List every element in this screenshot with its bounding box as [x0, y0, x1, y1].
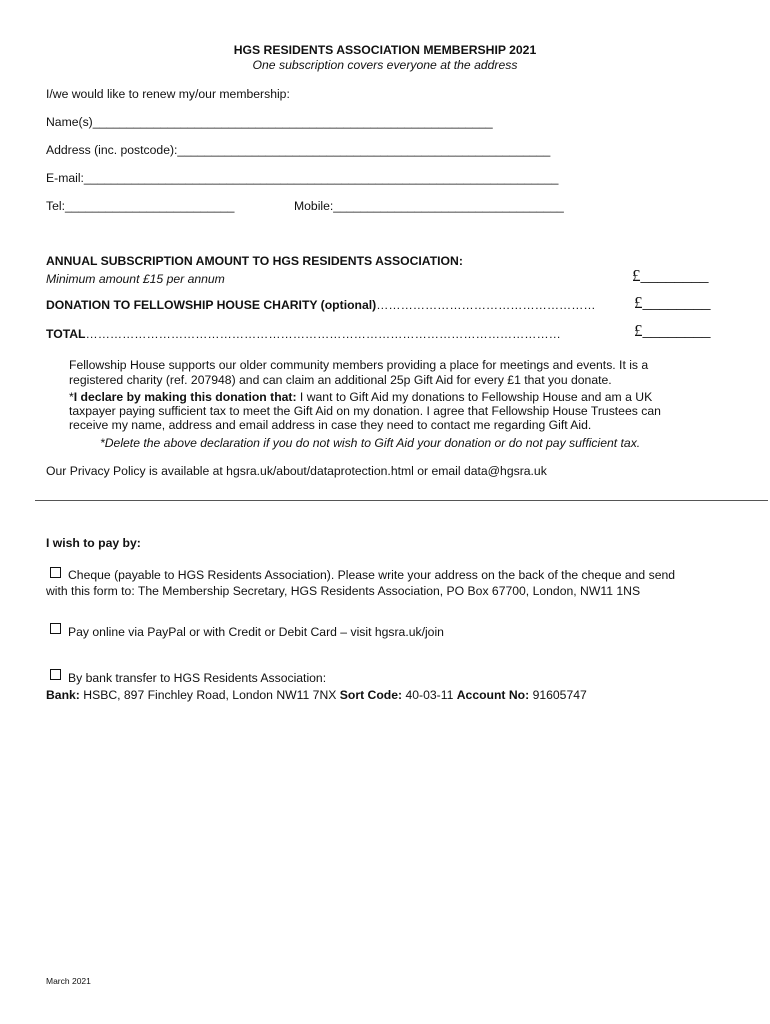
account-number-value: 91605747: [529, 688, 587, 702]
email-line: ______________________________________________________________________: [83, 171, 559, 185]
annual-amount-field[interactable]: £________: [632, 266, 709, 285]
giftaid-info-line-1: Fellowship House supports our older community members providing a place for meetings and events. It is a: [69, 358, 649, 372]
bank-transfer-checkbox[interactable]: [50, 669, 61, 680]
section-divider: [35, 500, 768, 501]
total-label: TOTAL: [46, 327, 86, 341]
paypal-checkbox[interactable]: [50, 623, 61, 634]
mobile-line: __________________________________: [333, 199, 564, 213]
giftaid-declaration-line-2: taxpayer paying sufficient tax to meet the Gift Aid on my donation. I agree that Fellowship House Trustees can: [69, 404, 661, 418]
declaration-bold-text: I declare by making this donation that:: [73, 390, 297, 404]
mobile-label: Mobile:: [294, 199, 334, 213]
bank-details-line: [46, 688, 587, 703]
name-line: ___________________________________________________________: [92, 115, 493, 129]
total-leader-dots: ………………………………………………………………………………………………………: [85, 327, 561, 341]
sort-code-label: Sort Code:: [339, 688, 403, 702]
declaration-asterisk: *: [69, 390, 74, 404]
page-subtitle: One subscription covers everyone at the address: [252, 58, 518, 72]
mobile-field[interactable]: [294, 199, 564, 213]
bank-transfer-option-text: By bank transfer to HGS Residents Association:: [68, 671, 327, 685]
cheque-option-line-2: with this form to: The Membership Secretary, HGS Residents Association, PO Box 67700, London, NW11 1NS: [46, 584, 641, 598]
email-field[interactable]: [46, 171, 558, 185]
declaration-text: I want to Gift Aid my donations to Fellowship House and am a UK: [296, 390, 653, 404]
tel-label: Tel:: [46, 199, 65, 213]
name-label: Name(s): [46, 115, 93, 129]
total-amount-field[interactable]: £________: [634, 321, 711, 340]
annual-subscription-heading: ANNUAL SUBSCRIPTION AMOUNT TO HGS RESIDENTS ASSOCIATION:: [46, 254, 463, 268]
paypal-option-text: Pay online via PayPal or with Credit or Debit Card – visit hgsra.uk/join: [68, 625, 444, 639]
donation-amount-field[interactable]: £________: [634, 293, 711, 312]
giftaid-delete-note: *Delete the above declaration if you do not wish to Gift Aid your donation or do not pay sufficient tax.: [100, 436, 641, 450]
address-field[interactable]: [46, 143, 550, 157]
page-title: HGS RESIDENTS ASSOCIATION MEMBERSHIP 2021: [233, 43, 537, 57]
tel-field[interactable]: [46, 199, 234, 213]
renewal-intro: I/we would like to renew my/our membership:: [46, 87, 290, 101]
address-label: Address (inc. postcode):: [46, 143, 178, 157]
giftaid-declaration-line-3: receive my name, address and email address in case they need to contact me regarding Gift Aid.: [69, 418, 592, 432]
minimum-amount-note: Minimum amount £15 per annum: [46, 272, 225, 286]
donation-leader-dots: ………………………………………………: [376, 298, 596, 312]
footer-date: March 2021: [46, 976, 91, 986]
tel-line: _________________________: [64, 199, 235, 213]
total-row: [46, 327, 632, 341]
bank-value: HSBC, 897 Finchley Road, London NW11 7NX: [79, 688, 340, 702]
address-line: _______________________________________________________: [177, 143, 551, 157]
sort-code-value: 40-03-11: [402, 688, 457, 702]
name-field[interactable]: [46, 115, 493, 129]
giftaid-info-line-2: registered charity (ref. 207948) and can claim an additional 25p Gift Aid for every £1 that you donate.: [69, 373, 612, 387]
donation-label: DONATION TO FELLOWSHIP HOUSE CHARITY (optional): [46, 298, 377, 312]
privacy-policy-text: Our Privacy Policy is available at hgsra.uk/about/dataprotection.html or email data@hgsra.uk: [46, 464, 547, 478]
giftaid-declaration-line: [69, 390, 652, 405]
cheque-checkbox[interactable]: [50, 567, 61, 578]
bank-label: Bank:: [46, 688, 80, 702]
payment-heading: I wish to pay by:: [46, 536, 141, 550]
donation-row: [46, 298, 596, 312]
email-label: E-mail:: [46, 171, 84, 185]
cheque-option-line-1: Cheque (payable to HGS Residents Association). Please write your address on the back of the cheque and send: [68, 568, 676, 582]
account-number-label: Account No:: [456, 688, 530, 702]
